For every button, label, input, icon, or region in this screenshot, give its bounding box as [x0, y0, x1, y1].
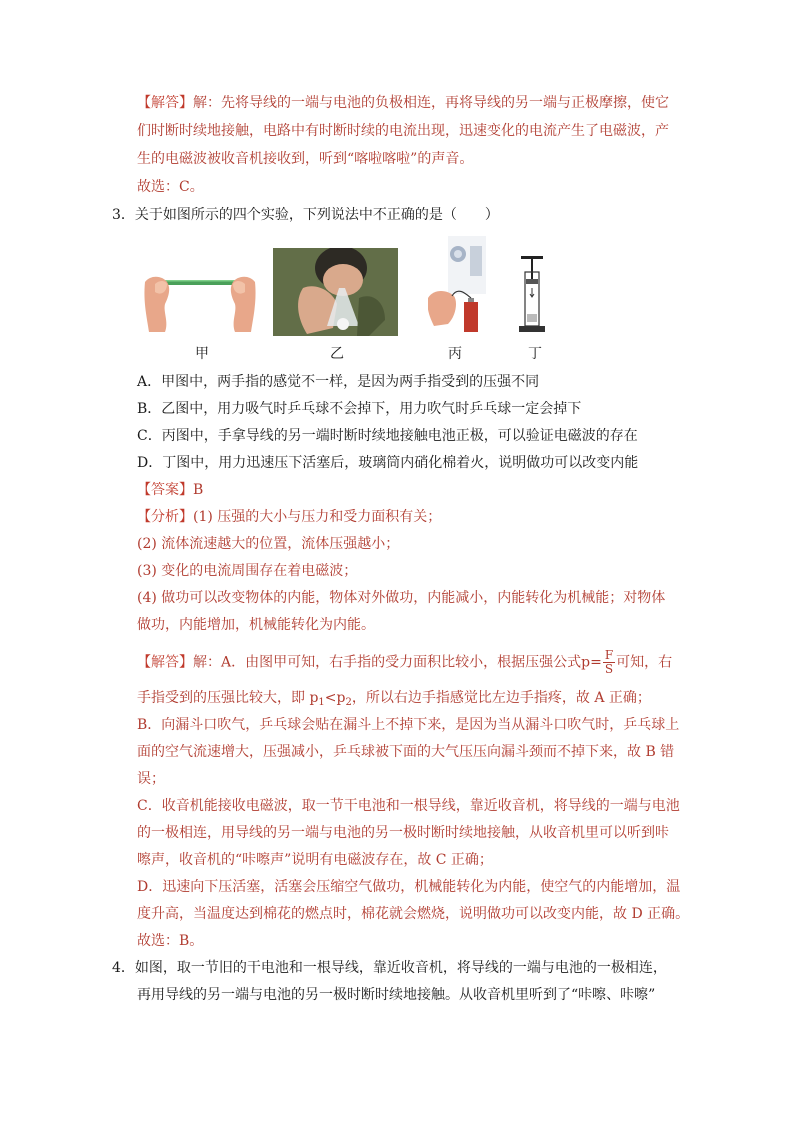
solution-a-line-2: 手指受到的压强比较大，即 $p_1<p_2$，所以右边手指感觉比左边手指疼，故 A 正确；	[137, 690, 651, 708]
hands-pencil-icon	[143, 252, 257, 334]
q4-stem-line-2: 再用导线的另一端与电池的另一极时断时续地接触。从收音机里听到了“咔嚓、咔嚓”	[137, 987, 656, 1003]
piston-cylinder-icon	[517, 254, 547, 334]
analysis-line-1: 【分析】(1) 压强的大小与压力和受力面积有关；	[137, 509, 442, 525]
analysis-line-4: (4) 做功可以改变物体的内能，物体对外做功，内能减小，内能转化为机械能；对物体	[137, 590, 666, 606]
solution-c-line-2: 的一极相连，用导线的另一端与电池的另一极时断时续地接触，从收音机里可以听到咔	[137, 825, 669, 841]
analysis-line-2: (2) 流体流速越大的位置，流体压强越小；	[137, 536, 400, 552]
q3-stem: 3．关于如图所示的四个实验，下列说法中不正确的是（ ）	[112, 207, 499, 223]
analysis-line-5: 做功，内能增加，机械能转化为内能。	[137, 617, 375, 633]
solution-b-line-2: 面的空气流速增大，压强减小，乒乓球被下面的大气压压向漏斗颈而不掉下来，故 B 错	[137, 744, 675, 760]
pressure-formula-fraction: $\frac{F}{S}$	[604, 648, 614, 676]
funnel-ball-photo-icon	[273, 248, 398, 336]
figure-caption-yi: 乙	[330, 346, 344, 362]
solution-a-line-1: 【解答】解：A．由图甲可知，右手指的受力面积比较小，根据压强公式p= $\frac{F}{S}$ 可知，右	[137, 648, 673, 676]
option-c: C．丙图中，手拿导线的另一端时断时续地接触电池正极，可以验证电磁波的存在	[137, 428, 638, 444]
figure-caption-jia: 甲	[195, 346, 209, 362]
solution-c-line-3: 嚓声，收音机的“咔嚓声”说明有电磁波存在，故 C 正确；	[137, 852, 493, 868]
q2-answer-line-2: 们时断时续地接触，电路中有时断时续的电流出现，迅速变化的电流产生了电磁波，产	[137, 123, 669, 139]
q2-choice: 故选：C。	[137, 179, 204, 195]
q4-stem-line-1: 4．如图，取一节旧的干电池和一根导线，靠近收音机，将导线的一端与电池的一极相连，	[112, 960, 667, 976]
q2-answer-line-1: 【解答】解：先将导线的一端与电池的负极相连，再将导线的另一端与正极摩擦，使它	[137, 95, 669, 111]
option-d: D．丁图中，用力迅速压下活塞后，玻璃筒内硝化棉着火，说明做功可以改变内能	[137, 455, 639, 471]
answer-tag: 【解答】	[137, 95, 193, 111]
solution-d-line-1: D．迅速向下压活塞，活塞会压缩空气做功，机械能转化为内能，使空气的内能增加，温	[137, 879, 681, 895]
q2-answer-line-3: 生的电磁波被收音机接收到，听到“喀啦喀啦”的声音。	[137, 151, 474, 167]
solution-b-line-1: B．向漏斗口吹气，乒乓球会贴在漏斗上不掉下来，是因为当从漏斗口吹气时，乒乓球上	[137, 717, 680, 733]
analysis-line-3: (3) 变化的电流周围存在着电磁波；	[137, 563, 358, 579]
figure-caption-bing: 丙	[448, 346, 462, 362]
radio-battery-icon	[428, 236, 486, 336]
q3-choice: 故选：B。	[137, 933, 204, 949]
solution-d-line-2: 度升高，当温度达到棉花的燃点时，棉花就会燃烧，说明做功可以改变内能，故 D 正确。	[137, 906, 690, 922]
figure-caption-ding: 丁	[528, 346, 542, 362]
option-a: A．甲图中，两手指的感觉不一样，是因为两手指受到的压强不同	[137, 374, 540, 390]
solution-c-line-1: C．收音机能接收电磁波，取一节干电池和一根导线，靠近收音机，将导线的一端与电池	[137, 798, 680, 814]
option-b: B．乙图中，用力吸气时乒乓球不会掉下，用力吹气时乒乓球一定会掉下	[137, 401, 582, 417]
solution-b-line-3: 误；	[137, 771, 165, 787]
q3-answer: 【答案】B	[137, 482, 204, 498]
